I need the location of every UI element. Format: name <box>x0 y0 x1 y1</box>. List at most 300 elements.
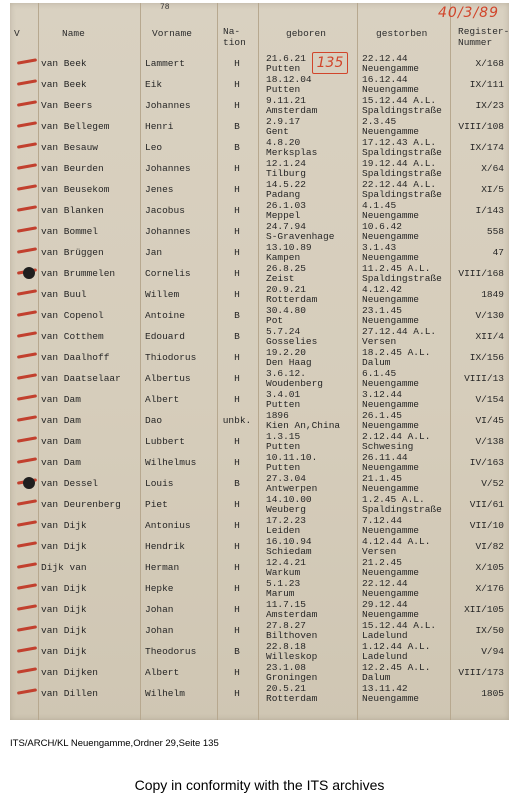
cell-vorname: Jenes <box>145 184 174 195</box>
cell-name: van Dam <box>41 436 81 447</box>
cell-born-date: 20.5.21 <box>266 683 306 694</box>
cell-died-date: 16.12.44 <box>362 74 408 85</box>
cell-born-date: 3.6.12. <box>266 368 306 379</box>
check-mark-icon <box>17 289 37 295</box>
cell-register-number: IX/156 <box>469 352 504 363</box>
cell-died-date: 12.2.45 A.L. <box>362 662 431 673</box>
cell-born-date: 1896 <box>266 410 289 421</box>
header-nation: Na- tion <box>223 26 246 48</box>
cell-born-place: Putten <box>266 84 301 95</box>
cell-nation: H <box>234 457 240 468</box>
cell-register-number: V/52 <box>481 478 504 489</box>
cell-died-place: Neuengamme <box>362 315 420 326</box>
cell-born-place: Putten <box>266 462 301 473</box>
cell-vorname: Thiodorus <box>145 352 197 363</box>
header-name: Name <box>62 28 85 39</box>
cell-name: van Blanken <box>41 205 104 216</box>
table-row <box>10 137 509 158</box>
cell-name: van Dam <box>41 457 81 468</box>
cell-vorname: Albertus <box>145 373 191 384</box>
cell-born-date: 27.3.04 <box>266 473 306 484</box>
cell-died-date: 3.12.44 <box>362 389 402 400</box>
cell-register-number: X/168 <box>475 58 504 69</box>
cell-register-number: XII/4 <box>475 331 504 342</box>
cell-name: van Dam <box>41 394 81 405</box>
table-row <box>10 95 509 116</box>
cell-register-number: IX/111 <box>469 79 504 90</box>
cell-register-number: IX/23 <box>475 100 504 111</box>
cell-died-place: Dalum <box>362 357 391 368</box>
cell-name: van Dijk <box>41 646 87 657</box>
cell-died-place: Neuengamme <box>362 126 420 137</box>
cell-died-date: 15.12.44 A.L. <box>362 95 437 106</box>
cell-register-number: X/64 <box>481 163 504 174</box>
cell-died-place: Spaldingstraße <box>362 504 442 515</box>
cell-born-place: Den Haag <box>266 357 312 368</box>
cell-died-date: 18.2.45 A.L. <box>362 347 431 358</box>
cell-born-date: 21.6.21 <box>266 53 306 64</box>
cell-register-number: IX/50 <box>475 625 504 636</box>
cell-born-place: Weuberg <box>266 504 306 515</box>
cell-register-number: X/105 <box>475 562 504 573</box>
table-row <box>10 53 509 74</box>
table-row <box>10 116 509 137</box>
cell-nation: H <box>234 394 240 405</box>
cell-died-place: Neuengamme <box>362 252 420 263</box>
cell-vorname: Piet <box>145 499 168 510</box>
cell-register-number: V/138 <box>475 436 504 447</box>
cell-born-place: Rotterdam <box>266 693 318 704</box>
check-mark-icon <box>17 646 37 652</box>
cell-vorname: Johan <box>145 625 174 636</box>
cell-nation: H <box>234 520 240 531</box>
table-row <box>10 389 509 410</box>
header-vorname: Vorname <box>152 28 192 39</box>
cell-died-place: Neuengamme <box>362 231 420 242</box>
cell-born-date: 13.10.89 <box>266 242 312 253</box>
check-mark-icon <box>17 184 37 190</box>
cell-died-place: Neuengamme <box>362 609 420 620</box>
cell-born-place: Groningen <box>266 672 318 683</box>
cell-died-date: 2.12.44 A.L. <box>362 431 431 442</box>
cell-name: van Dillen <box>41 688 99 699</box>
cell-nation: B <box>234 331 240 342</box>
table-row <box>10 200 509 221</box>
cell-nation: H <box>234 688 240 699</box>
check-mark-icon <box>17 331 37 337</box>
cell-vorname: Albert <box>145 667 180 678</box>
cell-vorname: Albert <box>145 394 180 405</box>
table-row <box>10 242 509 263</box>
header-register: Register- Nummer <box>458 26 509 48</box>
cell-name: van Dijk <box>41 520 87 531</box>
cell-born-place: Warkum <box>266 567 301 578</box>
cell-vorname: Louis <box>145 478 174 489</box>
check-mark-icon <box>17 247 37 253</box>
cell-vorname: Hendrik <box>145 541 185 552</box>
check-mark-icon <box>17 415 37 421</box>
check-mark-icon <box>17 688 37 694</box>
check-mark-icon <box>17 226 37 232</box>
table-row <box>10 410 509 431</box>
check-mark-icon <box>17 457 37 463</box>
cell-vorname: Willem <box>145 289 180 300</box>
cell-died-place: Neuengamme <box>362 63 420 74</box>
cell-died-date: 27.12.44 A.L. <box>362 326 437 337</box>
cell-died-place: Ladelund <box>362 651 408 662</box>
cell-nation: H <box>234 268 240 279</box>
cell-died-date: 29.12.44 <box>362 599 408 610</box>
cell-register-number: VI/45 <box>475 415 504 426</box>
cell-died-date: 21.1.45 <box>362 473 402 484</box>
cell-born-place: Gent <box>266 126 289 137</box>
cell-born-date: 27.8.27 <box>266 620 306 631</box>
cell-nation: H <box>234 226 240 237</box>
cell-name: van Dijk <box>41 604 87 615</box>
cell-nation: H <box>234 100 240 111</box>
cell-name: van Dessel <box>41 478 99 489</box>
cell-register-number: 558 <box>486 226 504 237</box>
cell-vorname: Lubbert <box>145 436 185 447</box>
cell-died-date: 26.11.44 <box>362 452 408 463</box>
cell-nation: H <box>234 436 240 447</box>
cell-nation: B <box>234 478 240 489</box>
cell-born-place: Leiden <box>266 525 301 536</box>
cell-died-place: Neuengamme <box>362 294 420 305</box>
cell-name: van Beurden <box>41 163 104 174</box>
check-mark-icon <box>17 436 37 442</box>
table-row <box>10 536 509 557</box>
cell-vorname: Wilhelmus <box>145 457 197 468</box>
check-mark-icon <box>17 79 37 85</box>
cell-register-number: IX/174 <box>469 142 504 153</box>
check-mark-icon <box>17 205 37 211</box>
cell-born-place: Padang <box>266 189 301 200</box>
cell-born-date: 22.8.18 <box>266 641 306 652</box>
punch-hole-icon <box>23 477 35 489</box>
check-mark-icon <box>17 373 37 379</box>
cell-register-number: V/130 <box>475 310 504 321</box>
table-row <box>10 221 509 242</box>
cell-died-date: 17.12.43 A.L. <box>362 137 437 148</box>
check-mark-icon <box>17 163 37 169</box>
cell-died-place: Neuengamme <box>362 420 420 431</box>
cell-died-date: 19.12.44 A.L. <box>362 158 437 169</box>
cell-born-date: 14.10.00 <box>266 494 312 505</box>
cell-born-place: Meppel <box>266 210 301 221</box>
cell-nation: B <box>234 121 240 132</box>
cell-born-place: Merksplas <box>266 147 318 158</box>
cell-nation: H <box>234 352 240 363</box>
cell-died-place: Spaldingstraße <box>362 189 442 200</box>
cell-died-date: 23.1.45 <box>362 305 402 316</box>
cell-name: Dijk van <box>41 562 87 573</box>
cell-nation: H <box>234 247 240 258</box>
check-mark-icon <box>17 352 37 358</box>
cell-vorname: Edouard <box>145 331 185 342</box>
cell-vorname: Henri <box>145 121 174 132</box>
cell-vorname: Antoine <box>145 310 185 321</box>
cell-name: van Dijken <box>41 667 99 678</box>
table-row <box>10 158 509 179</box>
cell-died-place: Neuengamme <box>362 483 420 494</box>
cell-died-date: 7.12.44 <box>362 515 402 526</box>
cell-died-place: Dalum <box>362 672 391 683</box>
cell-register-number: V/154 <box>475 394 504 405</box>
check-mark-icon <box>17 310 37 316</box>
cell-name: van Dijk <box>41 583 87 594</box>
cell-died-date: 1.2.45 A.L. <box>362 494 425 505</box>
cell-born-place: Antwerpen <box>266 483 318 494</box>
cell-born-date: 17.2.23 <box>266 515 306 526</box>
cell-died-date: 3.1.43 <box>362 242 397 253</box>
cell-died-place: Neuengamme <box>362 693 420 704</box>
cell-died-place: Spaldingstraße <box>362 105 442 116</box>
check-mark-icon <box>17 142 37 148</box>
cell-born-date: 18.12.04 <box>266 74 312 85</box>
cell-born-place: Zeist <box>266 273 295 284</box>
cell-born-place: Putten <box>266 399 301 410</box>
cell-born-date: 11.7.15 <box>266 599 306 610</box>
table-row <box>10 515 509 536</box>
cell-nation: H <box>234 373 240 384</box>
table-row <box>10 620 509 641</box>
cell-vorname: Cornelis <box>145 268 191 279</box>
cell-name: Van Beers <box>41 100 93 111</box>
cell-born-date: 30.4.80 <box>266 305 306 316</box>
cell-nation: B <box>234 646 240 657</box>
handwritten-reference: 40/3/89 <box>438 5 499 21</box>
cell-nation: H <box>234 541 240 552</box>
check-mark-icon <box>17 499 37 505</box>
cell-nation: H <box>234 58 240 69</box>
cell-born-place: Putten <box>266 441 301 452</box>
cell-vorname: Johan <box>145 604 174 615</box>
cell-vorname: Wilhelm <box>145 688 185 699</box>
cell-born-date: 19.2.20 <box>266 347 306 358</box>
cell-died-place: Neuengamme <box>362 567 420 578</box>
cell-died-place: Neuengamme <box>362 399 420 410</box>
cell-nation: B <box>234 310 240 321</box>
cell-name: van Daatselaar <box>41 373 121 384</box>
cell-register-number: VIII/108 <box>458 121 504 132</box>
cell-born-place: Amsterdam <box>266 609 318 620</box>
cell-name: van Copenol <box>41 310 104 321</box>
cell-name: van Dijk <box>41 541 87 552</box>
cell-vorname: Dao <box>145 415 163 426</box>
cell-born-date: 20.9.21 <box>266 284 306 295</box>
cell-died-place: Neuengamme <box>362 84 420 95</box>
cell-born-place: Kampen <box>266 252 301 263</box>
cell-name: van Beek <box>41 79 87 90</box>
cell-nation: H <box>234 499 240 510</box>
cell-born-place: Tilburg <box>266 168 306 179</box>
cell-name: van Beek <box>41 58 87 69</box>
cell-name: van Daalhoff <box>41 352 110 363</box>
table-row <box>10 305 509 326</box>
cell-died-date: 4.12.42 <box>362 284 402 295</box>
cell-born-date: 9.11.21 <box>266 95 306 106</box>
cell-born-date: 2.9.17 <box>266 116 301 127</box>
cell-born-place: Amsterdam <box>266 105 318 116</box>
cell-nation: H <box>234 583 240 594</box>
table-row <box>10 179 509 200</box>
cell-vorname: Eik <box>145 79 163 90</box>
cell-vorname: Hepke <box>145 583 174 594</box>
cell-died-place: Versen <box>362 546 397 557</box>
table-row <box>10 599 509 620</box>
check-mark-icon <box>17 520 37 526</box>
cell-name: van Buul <box>41 289 87 300</box>
check-mark-icon <box>17 541 37 547</box>
table-row <box>10 347 509 368</box>
table-row <box>10 494 509 515</box>
cell-vorname: Johannes <box>145 226 191 237</box>
cell-born-date: 4.8.20 <box>266 137 301 148</box>
cell-register-number: IV/163 <box>469 457 504 468</box>
check-mark-icon <box>17 562 37 568</box>
cell-died-date: 13.11.42 <box>362 683 408 694</box>
cell-died-place: Ladelund <box>362 630 408 641</box>
cell-died-place: Neuengamme <box>362 525 420 536</box>
cell-nation: unbk. <box>222 415 252 426</box>
cell-vorname: Herman <box>145 562 180 573</box>
cell-born-date: 14.5.22 <box>266 179 306 190</box>
cell-born-date: 5.7.24 <box>266 326 301 337</box>
cell-register-number: VII/10 <box>469 520 504 531</box>
cell-nation: H <box>234 562 240 573</box>
cell-died-date: 22.12.44 <box>362 578 408 589</box>
cell-born-date: 26.8.25 <box>266 263 306 274</box>
check-mark-icon <box>17 667 37 673</box>
cell-vorname: Theodorus <box>145 646 197 657</box>
cell-born-place: Schiedam <box>266 546 312 557</box>
cell-vorname: Antonius <box>145 520 191 531</box>
cell-register-number: 1849 <box>481 289 504 300</box>
punch-hole-icon <box>23 267 35 279</box>
cell-name: van Bommel <box>41 226 99 237</box>
check-mark-icon <box>17 625 37 631</box>
check-mark-icon <box>17 583 37 589</box>
cell-died-date: 10.6.42 <box>362 221 402 232</box>
cell-born-place: S-Gravenhage <box>266 231 335 242</box>
cell-name: van Dijk <box>41 625 87 636</box>
cell-nation: H <box>234 289 240 300</box>
cell-born-place: Bilthoven <box>266 630 318 641</box>
cell-died-date: 22.12.44 A.L. <box>362 179 437 190</box>
cell-nation: H <box>234 184 240 195</box>
cell-died-date: 2.3.45 <box>362 116 397 127</box>
cell-born-date: 24.7.94 <box>266 221 306 232</box>
cell-born-place: Gosselies <box>266 336 318 347</box>
header-v: V <box>14 28 20 39</box>
cell-register-number: XII/105 <box>464 604 504 615</box>
register-stamp: 135 <box>312 52 348 74</box>
cell-nation: H <box>234 667 240 678</box>
cell-name: van Brüggen <box>41 247 104 258</box>
cell-died-place: Neuengamme <box>362 462 420 473</box>
cell-born-place: Marum <box>266 588 295 599</box>
check-mark-icon <box>17 394 37 400</box>
cell-vorname: Johannes <box>145 100 191 111</box>
cell-died-date: 4.12.44 A.L. <box>362 536 431 547</box>
cell-name: van Cotthem <box>41 331 104 342</box>
cell-died-date: 26.1.45 <box>362 410 402 421</box>
table-row <box>10 473 509 494</box>
table-row <box>10 683 509 704</box>
cell-name: van Besauw <box>41 142 99 153</box>
archive-caption: ITS/ARCH/KL Neuengamme,Ordner 29,Seite 135 <box>10 738 219 749</box>
cell-born-place: Woudenberg <box>266 378 324 389</box>
header-gestorben: gestorben <box>376 28 428 39</box>
cell-died-date: 15.12.44 A.L. <box>362 620 437 631</box>
cell-vorname: Jacobus <box>145 205 185 216</box>
cell-died-date: 4.1.45 <box>362 200 397 211</box>
table-row <box>10 326 509 347</box>
cell-died-place: Spaldingstraße <box>362 273 442 284</box>
cell-nation: H <box>234 79 240 90</box>
cell-register-number: VIII/168 <box>458 268 504 279</box>
table-row <box>10 578 509 599</box>
cell-born-date: 23.1.08 <box>266 662 306 673</box>
conformity-footer: Copy in conformity with the ITS archives <box>134 777 385 793</box>
cell-died-place: Neuengamme <box>362 588 420 599</box>
cell-vorname: Leo <box>145 142 163 153</box>
cell-register-number: X/176 <box>475 583 504 594</box>
cell-nation: H <box>234 625 240 636</box>
table-row <box>10 662 509 683</box>
cell-born-place: Putten <box>266 63 301 74</box>
table-row <box>10 368 509 389</box>
cell-register-number: VII/61 <box>469 499 504 510</box>
table-row <box>10 557 509 578</box>
cell-register-number: VIII/173 <box>458 667 504 678</box>
cell-nation: H <box>234 163 240 174</box>
cell-died-date: 1.12.44 A.L. <box>362 641 431 652</box>
cell-died-place: Spaldingstraße <box>362 147 442 158</box>
cell-died-place: Neuengamme <box>362 210 420 221</box>
table-row <box>10 74 509 95</box>
cell-died-date: 22.12.44 <box>362 53 408 64</box>
cell-died-place: Versen <box>362 336 397 347</box>
cell-born-date: 3.4.01 <box>266 389 301 400</box>
cell-register-number: VI/82 <box>475 541 504 552</box>
cell-born-place: Kien An,China <box>266 420 341 431</box>
cell-vorname: Johannes <box>145 163 191 174</box>
cell-name: van Brummelen <box>41 268 116 279</box>
cell-register-number: I/143 <box>475 205 504 216</box>
cell-died-date: 6.1.45 <box>362 368 397 379</box>
table-row <box>10 641 509 662</box>
check-mark-icon <box>17 100 37 106</box>
cell-register-number: 47 <box>492 247 504 258</box>
table-row <box>10 431 509 452</box>
archive-document-scan <box>10 3 509 720</box>
cell-name: van Deurenberg <box>41 499 121 510</box>
cell-name: van Dam <box>41 415 81 426</box>
cell-died-date: 21.2.45 <box>362 557 402 568</box>
table-row <box>10 284 509 305</box>
cell-born-date: 10.11.10. <box>266 452 318 463</box>
cell-name: van Beusekom <box>41 184 110 195</box>
cell-died-date: 11.2.45 A.L. <box>362 263 431 274</box>
cell-born-date: 12.4.21 <box>266 557 306 568</box>
check-mark-icon <box>17 604 37 610</box>
table-row <box>10 263 509 284</box>
cell-vorname: Jan <box>145 247 163 258</box>
header-geboren: geboren <box>286 28 326 39</box>
cell-born-date: 26.1.03 <box>266 200 306 211</box>
